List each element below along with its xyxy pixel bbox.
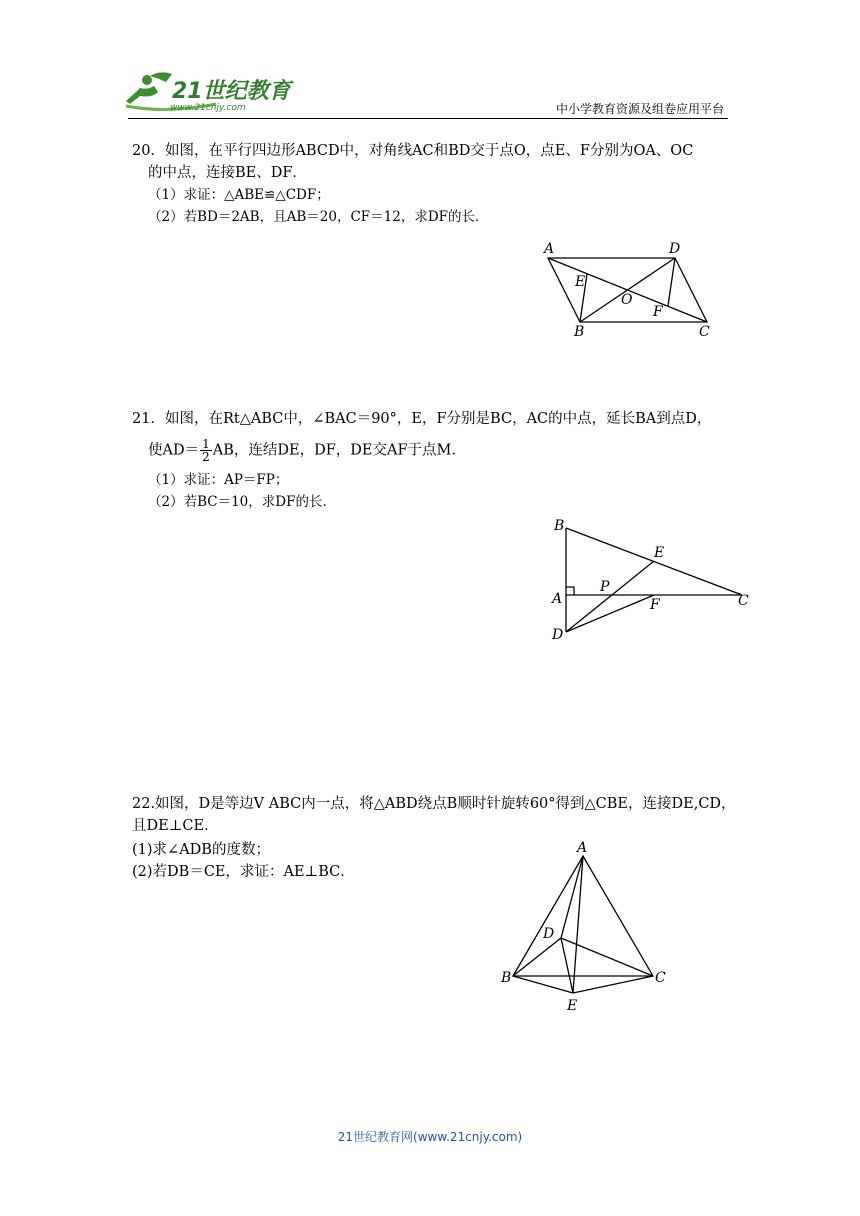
q20-label-b: B (574, 324, 585, 340)
site-logo (120, 66, 300, 116)
q20-label-e: E (575, 274, 586, 290)
runner-logo-icon (120, 66, 300, 116)
q20-part1: （1）求证：△ABE≌△CDF； (148, 187, 330, 203)
q22-label-d: D (543, 926, 555, 942)
q21-line1: 21．如图，在Rt△ABC中，∠BAC＝90°，E，F分别是BC，AC的中点，延长BA到点D， (132, 411, 712, 427)
platform-label: 中小学教育资源及组卷应用平台 (555, 102, 724, 116)
q20-label-a: A (544, 241, 555, 257)
q21-figure (548, 515, 758, 645)
q22-label-a: A (577, 840, 588, 856)
q21-line2-post: AB，连结DE，DF，DE交AF于点M． (212, 442, 466, 459)
q20-label-d: D (669, 241, 681, 257)
q20-label-c: C (699, 324, 710, 340)
q21-part1: （1）求证：AP＝FP； (148, 472, 289, 488)
q22-figure (495, 838, 675, 1018)
q22-part1: (1)求∠ADB的度数； (132, 842, 270, 858)
q21-part2: （2）若BC＝10，求DF的长． (148, 494, 336, 510)
q21-label-f: F (650, 597, 660, 613)
svg-text:21世纪教育: 21世纪教育 (172, 79, 291, 104)
q21-label-e: E (654, 545, 665, 561)
q22-line1: 22.如图，D是等边V ABC内一点，将△ABD绕点B顺时针旋转60°得到△CBE，连接DE,CD， (132, 796, 736, 812)
q22-label-e: E (567, 998, 578, 1014)
q22-line2: 且DE⊥CE． (132, 818, 219, 834)
footer-link[interactable]: 21世纪教育网(www.21cnjy.com) (337, 1130, 523, 1144)
q22-label-c: C (655, 970, 666, 986)
q21-label-a: A (552, 591, 563, 607)
q22-label-b: B (501, 970, 512, 986)
q20-label-f: F (653, 304, 663, 320)
question-20 (132, 140, 693, 228)
q20-part2: （2）若BD＝2AB，且AB＝20，CF＝12，求DF的长． (148, 209, 489, 225)
q21-line2 (132, 438, 711, 463)
fraction-half: $\frac{1}{2}$ (202, 437, 210, 464)
q21-line2-pre: 使AD＝ (148, 442, 200, 459)
q21-label-p: P (600, 579, 610, 595)
q21-label-b: B (554, 518, 565, 534)
svg-text:www.21cnjy.com: www.21cnjy.com (170, 103, 246, 113)
q20-line2: 的中点，连接BE、DF． (148, 165, 307, 181)
q20-figure (535, 238, 725, 343)
q21-label-c: C (738, 593, 749, 609)
q20-label-o: O (621, 292, 633, 308)
q22-part2: (2)若DB＝CE，求证：AE⊥BC． (132, 864, 355, 880)
header-divider (128, 118, 728, 119)
q20-line1: 20．如图，在平行四边形ABCD中，对角线AC和BD交于点O，点E、F分别为OA、OC (132, 143, 694, 159)
question-21 (132, 408, 711, 513)
q21-label-d: D (552, 627, 564, 643)
